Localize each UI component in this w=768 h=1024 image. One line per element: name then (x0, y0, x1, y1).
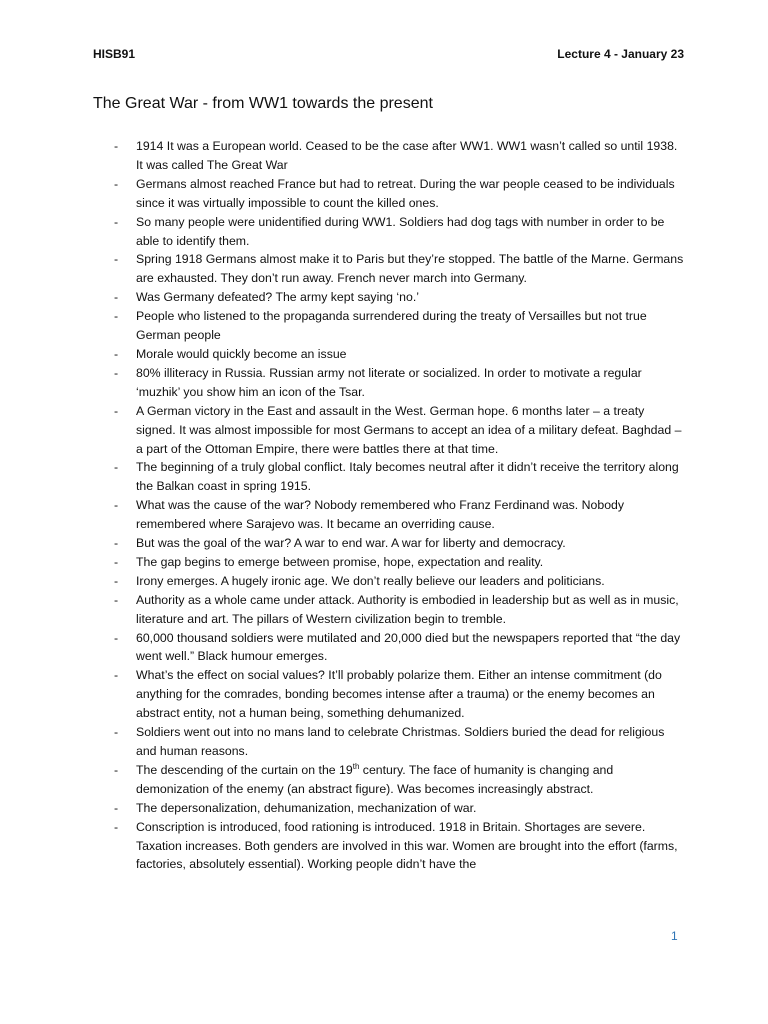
bullet-marker: - (114, 403, 119, 418)
list-item (114, 761, 684, 799)
list-item-text: So many people were unidentified during WW1. Soldiers had dog tags with number in order to be able to identify them. (136, 214, 665, 248)
bullet-marker: - (114, 309, 119, 324)
list-item-text: Irony emerges. A hugely ironic age. We don’t really believe our leaders and politicians. (136, 573, 605, 588)
list-item-text: What’s the effect on social values? It’ll probably polarize them. Either an intense commitment (do anything for the comrades, bonding becomes intense after a trauma) or the enemy becomes an abstract entity, not a human being, something dehumanized. (136, 668, 662, 721)
list-item-text: Authority as a whole came under attack. Authority is embodied in leadership but as well as in music, literature and art. The pillars of Western civilization begin to tremble. (136, 592, 679, 626)
list-item (114, 591, 684, 629)
list-item-text: People who listened to the propaganda surrendered during the treaty of Versailles but not true German people (136, 309, 647, 343)
bullet-marker: - (114, 346, 119, 361)
list-item (114, 818, 684, 875)
list-item-text: What was the cause of the war? Nobody remembered who Franz Ferdinand was. Nobody remembered where Sarajevo was. It became an overriding cause. (136, 498, 625, 532)
bullet-marker: - (114, 252, 119, 267)
list-item-text: The descending of the curtain on the 19 (136, 762, 353, 777)
bullet-marker: - (114, 800, 119, 815)
course-code: HISB91 (93, 47, 136, 61)
lecture-info: Lecture 4 - January 23 (557, 47, 684, 61)
list-item-text: century. The face of humanity is changing and demonization of the enemy (an abstract figure). Was becomes increasingly abstract. (136, 762, 614, 796)
bullet-marker: - (114, 762, 119, 777)
list-item-text: 1914 It was a European world. Ceased to be the case after WW1. WW1 wasn’t called so until 1938. It was called The Great War (136, 139, 678, 172)
list-item (114, 175, 684, 213)
list-item (114, 288, 684, 307)
list-item (114, 402, 684, 459)
list-item (114, 458, 684, 496)
list-item-text: Spring 1918 Germans almost make it to Paris but they’re stopped. The battle of the Marne. Germans are exhausted. They don’t run away. French never march into Germany. (136, 252, 684, 286)
bullet-marker: - (114, 630, 119, 645)
list-item-text: Soldiers went out into no mans land to celebrate Christmas. Soldiers buried the dead for religious and human reasons. (136, 725, 665, 758)
bullet-marker: - (114, 176, 119, 191)
list-item-text: But was the goal of the war? A war to end war. A war for liberty and democracy. (136, 536, 566, 551)
bullet-marker: - (114, 819, 119, 834)
list-item (114, 553, 684, 572)
bullet-marker: - (114, 498, 119, 513)
bullet-marker: - (114, 139, 119, 153)
superscript: th (352, 761, 360, 771)
bullet-marker: - (114, 592, 119, 607)
bullet-marker: - (114, 573, 119, 588)
list-item (114, 629, 684, 667)
bullet-marker: - (114, 460, 119, 475)
list-item (114, 572, 684, 591)
bullet-marker: - (114, 536, 119, 551)
list-item (114, 250, 684, 288)
list-item-text: Was Germany defeated? The army kept saying ‘no.’ (136, 290, 419, 305)
list-item (114, 307, 684, 345)
list-item (114, 345, 684, 364)
list-item-text: 80% illiteracy in Russia. Russian army not literate or socialized. In order to motivate a regular ‘muzhik’ you show him an icon of the Tsar. (136, 365, 642, 399)
bullet-marker: - (114, 668, 119, 683)
bullet-marker: - (114, 214, 119, 229)
list-item (114, 666, 684, 723)
bullet-marker: - (114, 290, 119, 305)
bullet-marker: - (114, 365, 119, 380)
list-item-text: The depersonalization, dehumanization, mechanization of war. (136, 800, 477, 815)
list-item-text: 60,000 thousand soldiers were mutilated and 20,000 died but the newspapers reported that “the day went well.” Black humour emerges. (136, 630, 681, 664)
notes-list (114, 137, 684, 874)
list-item (114, 137, 684, 175)
list-item-text: Conscription is introduced, food rationing is introduced. 1918 in Britain. Shortages are severe. Taxation increases. Both genders are involved in this war. Women are brought into the effort (farms, factories, absolutely essential). Working people didn’t have the (136, 819, 678, 872)
list-item (114, 213, 684, 251)
page-number: 1 (671, 929, 678, 943)
list-item-text: The beginning of a truly global conflict. Italy becomes neutral after it didn’t receive the territory along the Balkan coast in spring 1915. (136, 460, 679, 494)
bullet-marker: - (114, 725, 119, 740)
list-item (114, 723, 684, 761)
page-title: The Great War - from WW1 towards the present (93, 95, 433, 112)
list-item-text: A German victory in the East and assault in the West. German hope. 6 months later – a treaty signed. It was almost impossible for most Germans to accept an idea of a military defeat. Baghdad – a part of the Ottoman Empire, there were battles there at that time. (136, 403, 682, 456)
list-item (114, 496, 684, 534)
list-item (114, 799, 684, 818)
list-item-text: Germans almost reached France but had to retreat. During the war people ceased to be individuals since it was virtually impossible to count the killed ones. (136, 176, 675, 210)
list-item-text: The gap begins to emerge between promise, hope, expectation and reality. (136, 554, 544, 569)
list-item (114, 534, 684, 553)
bullet-marker: - (114, 554, 119, 569)
list-item-text: Morale would quickly become an issue (136, 346, 347, 361)
list-item (114, 364, 684, 402)
